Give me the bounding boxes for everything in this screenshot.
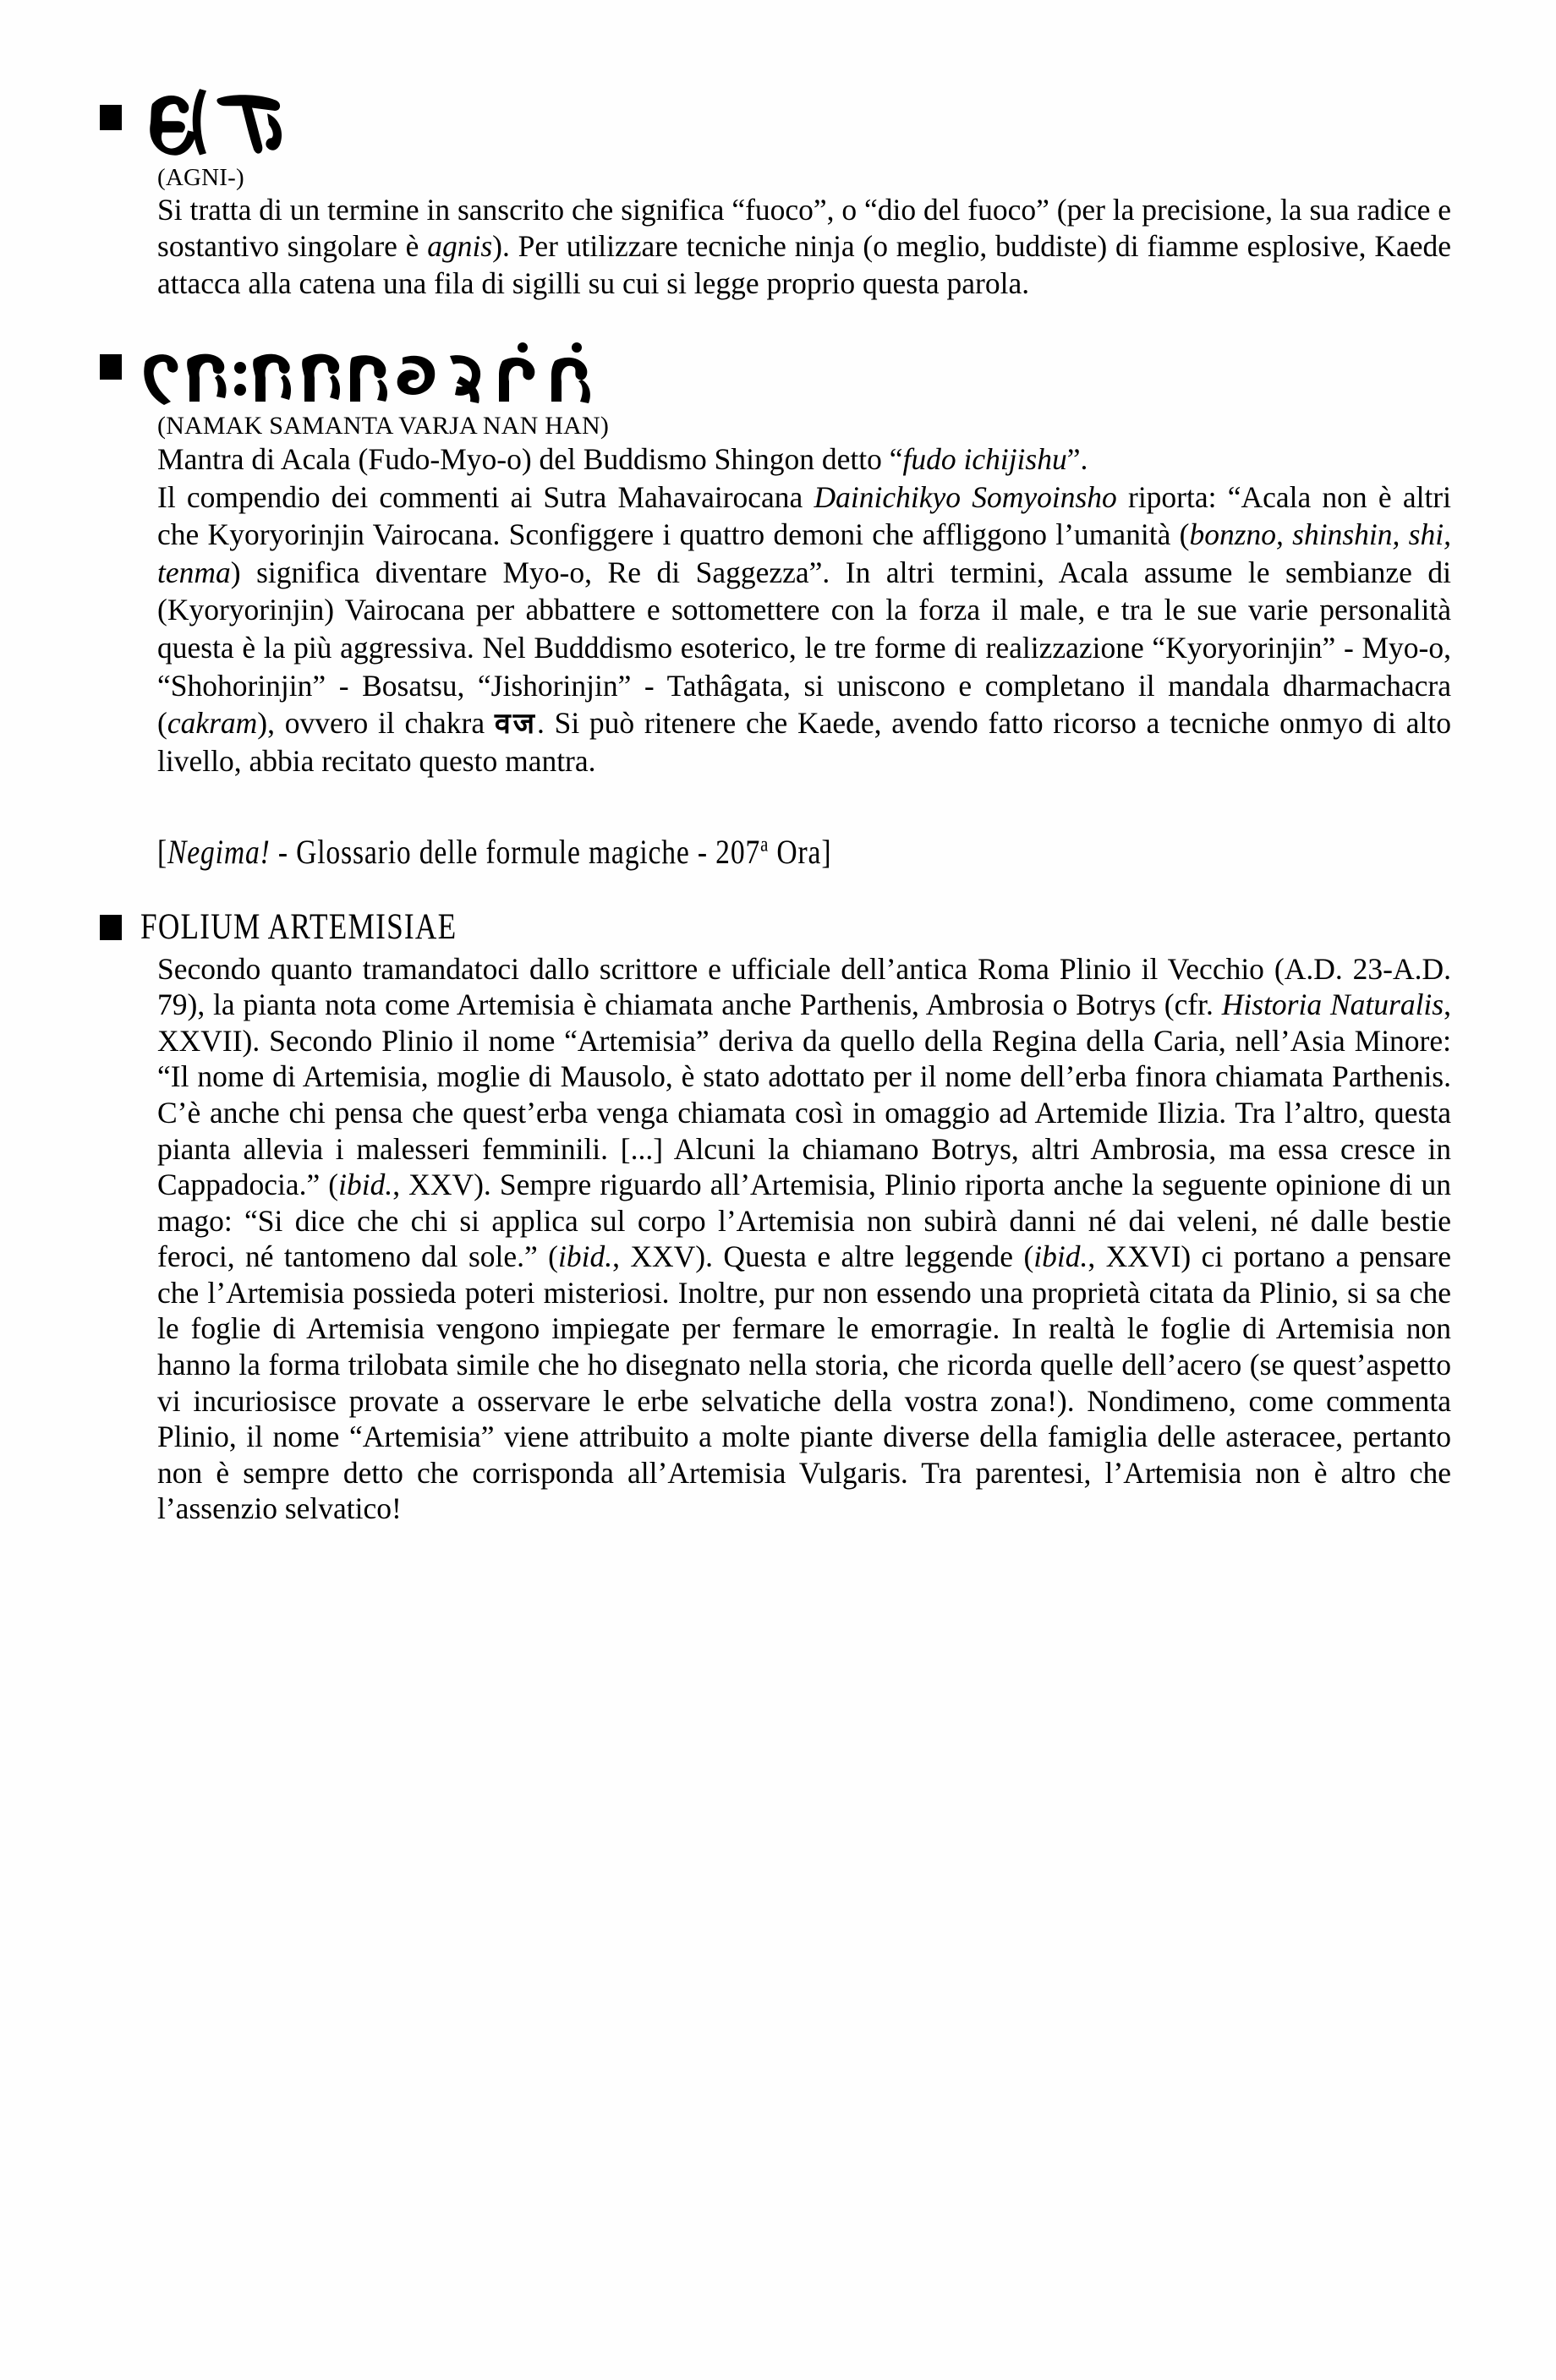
italic-ibid-1: ibid.: [338, 1168, 393, 1202]
siddham-script-agni: [140, 85, 335, 159]
entry-agni: [100, 93, 1453, 302]
citation-title: Negima!: [167, 833, 271, 872]
spacer: [100, 307, 1453, 342]
transliteration-mantra: (NAMAK SAMANTA VARJA NAN HAN): [157, 411, 610, 440]
entry-folium-artemisiae: [100, 907, 1453, 1527]
source-citation: [157, 832, 1246, 872]
citation-close-bracket: ]: [821, 833, 832, 872]
transliteration-agni: (AGNI-): [157, 164, 244, 191]
citation-source: Glossario delle formule magiche: [296, 833, 690, 872]
entry-agni-header: [100, 93, 1453, 159]
entry-mantra-header: [100, 342, 1453, 407]
square-bullet-icon: [100, 105, 122, 130]
italic-ibid-3: ibid.: [1033, 1239, 1088, 1274]
siddham-glyph-agni: [140, 85, 335, 159]
siddham-inline-chakra: वज: [494, 707, 537, 741]
italic-demons: bonzno, shinshin, shi, tenma: [157, 517, 1451, 589]
siddham-script-mantra: [140, 342, 614, 407]
siddham-glyph-mantra: [140, 342, 614, 407]
italic-fudo-ichijishu: fudo ichijishu: [902, 442, 1067, 477]
citation-row: [100, 832, 1453, 872]
citation-dash: -: [689, 833, 716, 872]
paragraph-agni: Si tratta di un termine in sanscrito che significa “fuoco”, o “dio del fuoco” (per la precisione, la sua radice e sostantivo singolare è agnis). Per utilizzare tecniche ninja (o meglio, buddiste) di fiamme esplosive, Kaede attacca alla catena una fila di sigilli su cui si legge proprio questa parola.: [157, 193, 1452, 300]
entry-namak-samanta: [100, 342, 1453, 780]
italic-historia-naturalis: Historia Naturalis: [1221, 988, 1444, 1022]
entry-folium-header: [100, 907, 1453, 947]
italic-ibid-2: ibid.: [557, 1239, 613, 1274]
heading-folium-artemisiae: FOLIUM ARTEMISIAE: [140, 907, 457, 948]
citation-page-number: 207: [715, 833, 761, 872]
citation-open-bracket: [: [157, 833, 168, 872]
spacer: [100, 872, 1453, 907]
paragraph-mantra: Mantra di Acala (Fudo-Myo-o) del Buddismo Shingon detto “fudo ichijishu”. Il compendio dei commenti ai Sutra Mahavairocana Dainichikyo Somyoinsho riporta: “Acala non è altri che Kyoryorinjin Vairocana. Sconfiggere i quattro demoni che affliggono l’umanità (bonzno, shinshin, shi, tenma) significa diventare Myo-o, Re di Saggezza”. In altri termini, Acala assume le sembianze di (Kyoryorinjin) Vairocana per abbattere e sottomettere con la forza il male, e tra le sue varie personalità questa è la più aggressiva. Nel Budddismo esoterico, le tre forme di realizzazione “Kyoryorinjin” - Myo-o, “Shohorinjin” - Bosatsu, “Jishorinjin” - Tathâgata, si uniscono e completano il mandala dharmachacra (cakram), ovvero il chakra वज. Si può ritenere che Kaede, avendo fatto ricorso a tecniche onmyo di alto livello, abbia recitato questo mantra.: [157, 442, 1452, 778]
square-bullet-icon: [100, 354, 122, 380]
italic-cakram: cakram: [167, 706, 258, 741]
citation-ordinal: a: [760, 833, 770, 856]
italic-dainichikyo: Dainichikyo Somyoinsho: [814, 479, 1117, 514]
citation-page-word: Ora: [769, 833, 822, 872]
square-bullet-icon: [100, 915, 122, 940]
spacer: [100, 785, 1453, 832]
citation-separator: -: [270, 833, 297, 872]
page-content: [100, 93, 1453, 1532]
italic-agnis: agnis: [427, 229, 493, 264]
paragraph-folium: Secondo quanto tramandatoci dallo scrittore e ufficiale dell’antica Roma Plinio il Vecchio (A.D. 23-A.D. 79), la pianta nota come Artemisia è chiamata anche Parthenis, Ambrosia o Botrys (cfr. Historia Naturalis, XXVII). Secondo Plinio il nome “Artemisia” deriva da quello della Regina della Caria, nell’Asia Minore: “Il nome di Artemisia, moglie di Mausolo, è stato adottato per il nome dell’erba finora chiamata Parthenis. C’è anche chi pensa che quest’erba venga chiamata così in omaggio ad Artemide Ilizia. Tra l’altro, questa pianta allevia i malesseri femminili. [...] Alcuni la chiamano Botrys, altri Ambrosia, ma essa cresce in Cappadocia.” (ibid., XXV). Sempre riguardo all’Artemisia, Plinio riporta anche la seguente opinione di un mago: “Si dice che chi si applica sul corpo l’Artemisia non subirà danni né dai veleni, né dalle bestie feroci, né tantomeno dal sole.” (ibid., XXV). Questa e altre leggende (ibid., XXVI) ci portano a pensare che l’Artemisia possieda poteri misteriosi. Inoltre, pur non essendo una proprietà citata da Plinio, si sa che le foglie di Artemisia vengono impiegate per fermare le emorragie. In realtà le foglie di Artemisia non hanno la forma trilobata simile che ho disegnato nella storia, che ricorda quelle dell’acero (se quest’aspetto vi incuriosisce provate a osservare le erbe selvatiche della vostra zona!). Nondimeno, come commenta Plinio, il nome “Artemisia” viene attribuito a molte piante diverse della famiglia delle asteracee, pertanto non è sempre detto che corrisponda all’Artemisia Vulgaris. Tra parentesi, l’Artemisia non è altro che l’assenzio selvatico!: [157, 951, 1452, 1526]
